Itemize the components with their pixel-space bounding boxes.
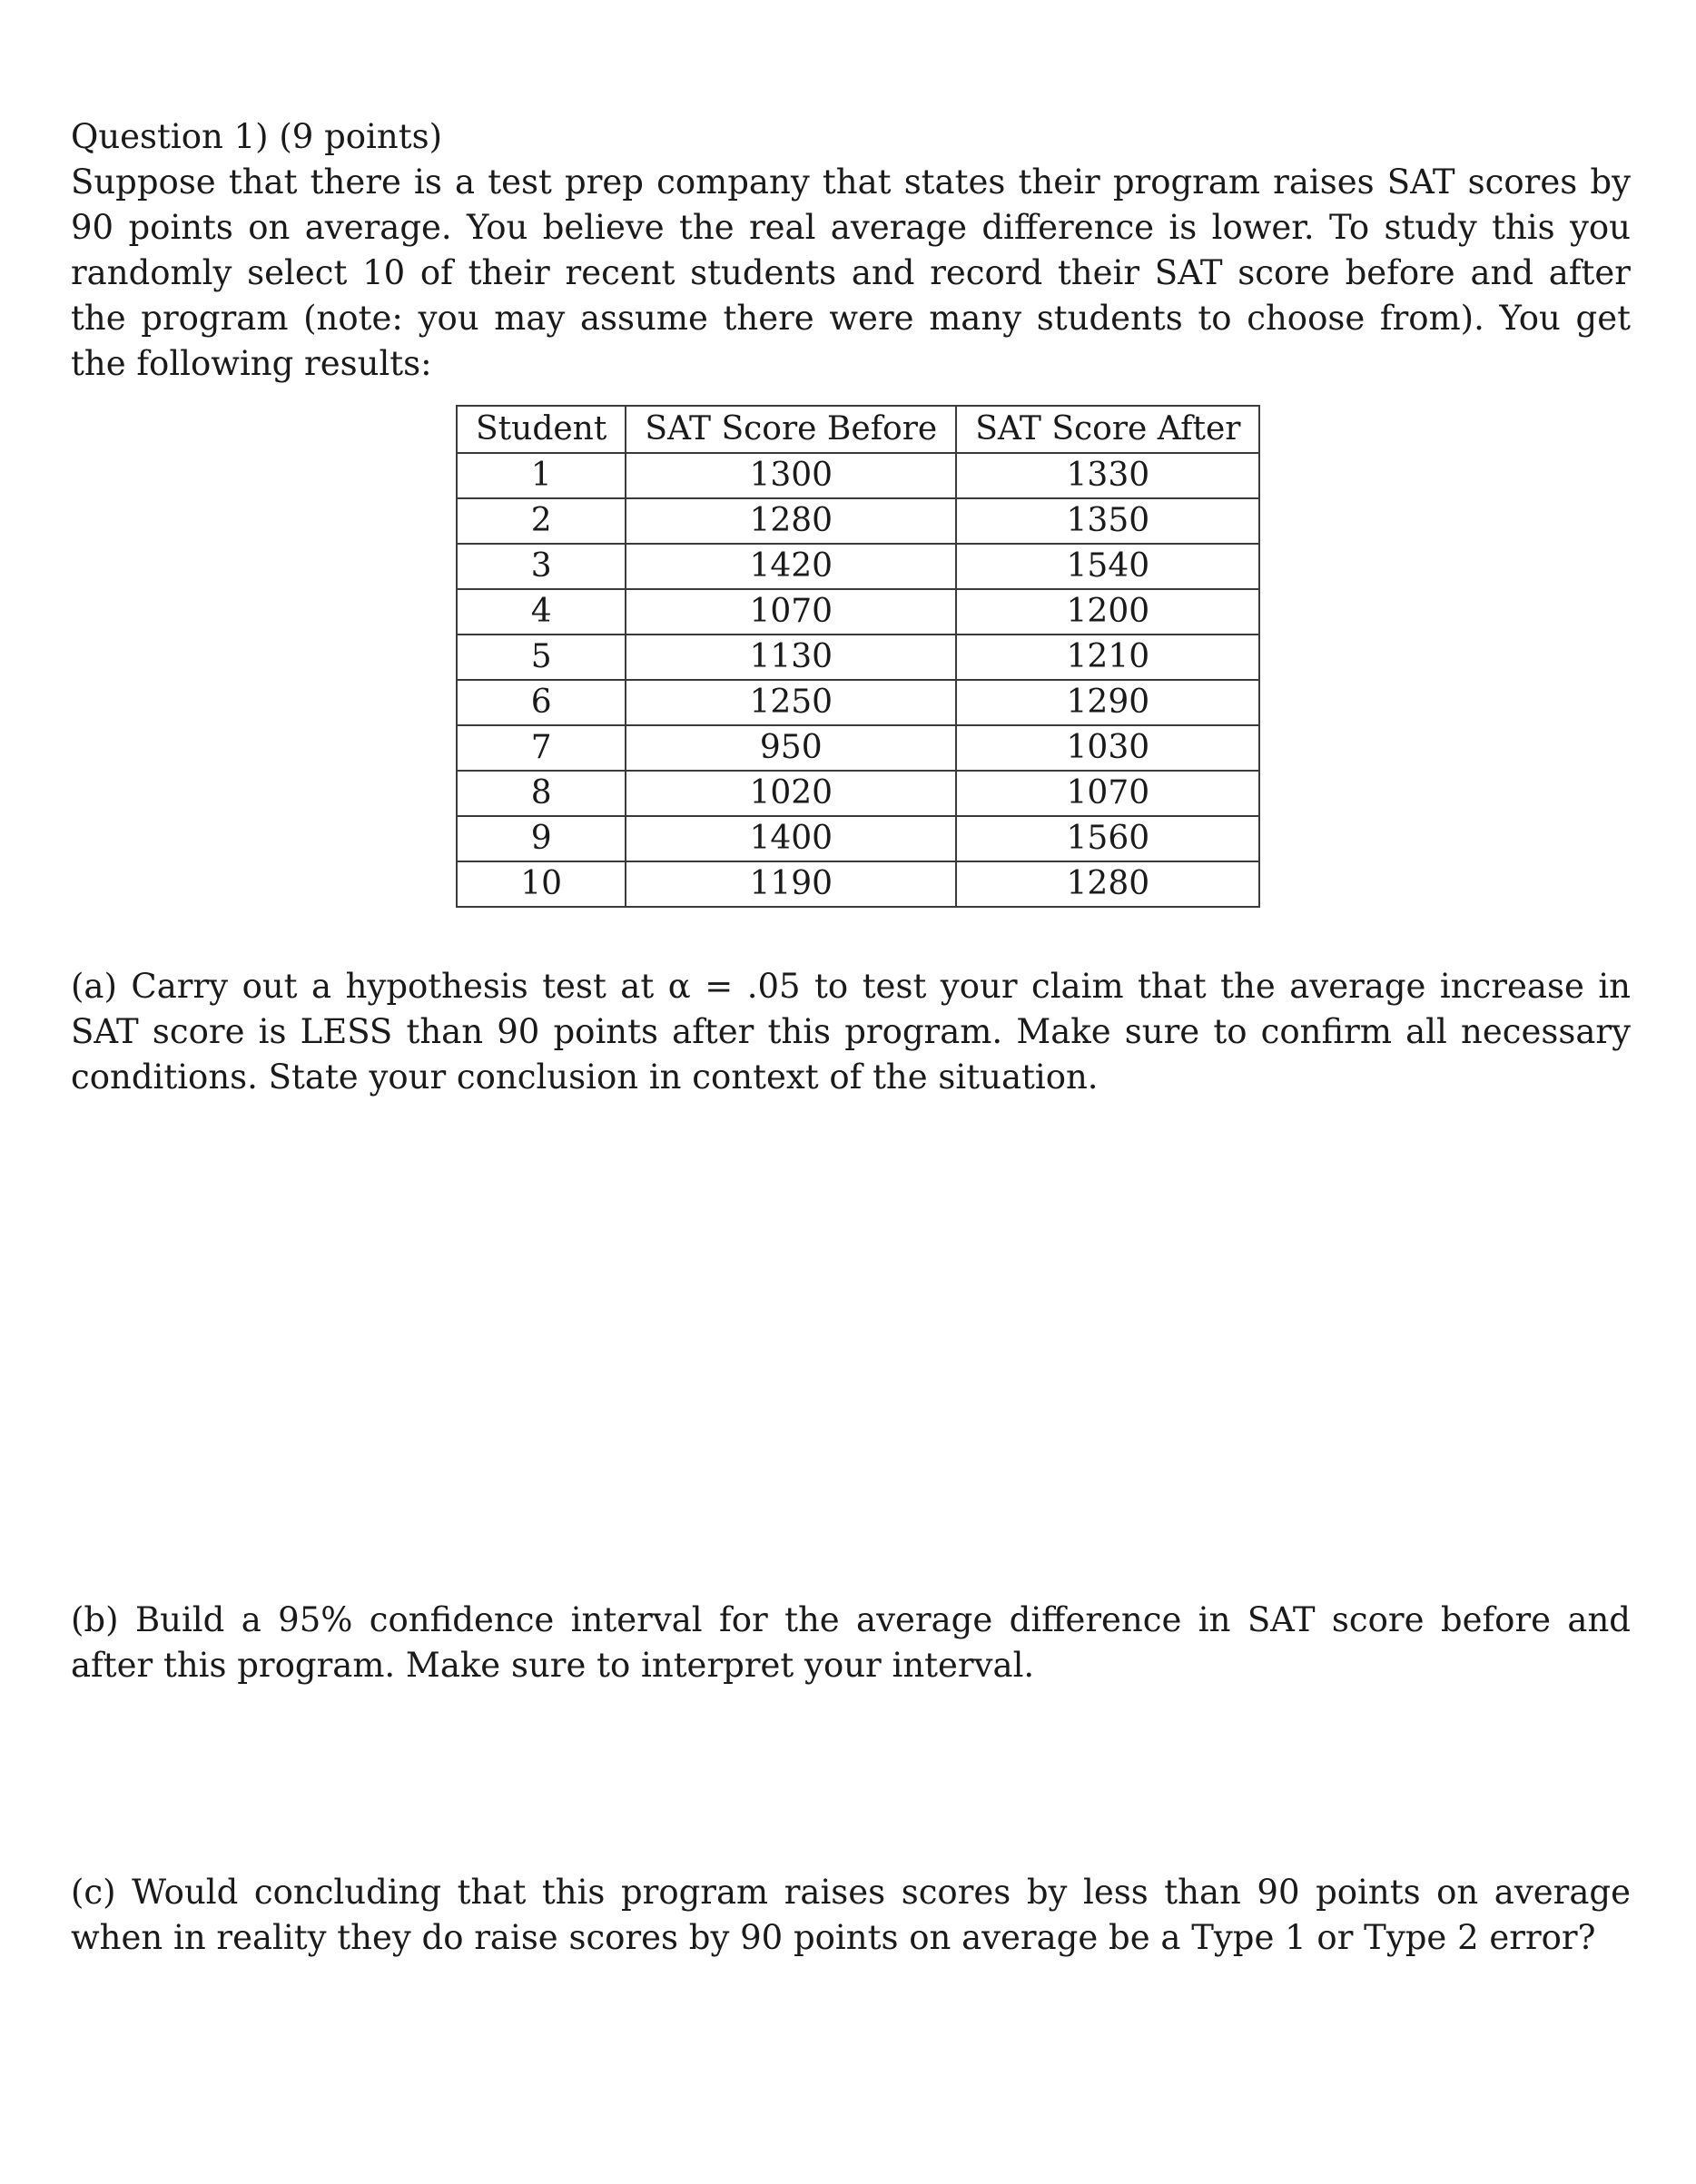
table-row — [457, 589, 1259, 635]
cell-student: 6 — [457, 680, 626, 725]
question-intro: Suppose that there is a test prep company that states their program raises SAT scores by 90 points on average. You believe the real average difference is lower. To study this you randomly select 10 of their recent students and record their SAT score before and after the program (note: you may assume there were many students to choose from). You get the following results: — [71, 162, 1631, 383]
table-body — [457, 453, 1259, 907]
cell-student: 8 — [457, 771, 626, 816]
header-sat-before: SAT Score Before — [626, 406, 956, 453]
cell-student: 4 — [457, 589, 626, 635]
cell-student: 10 — [457, 861, 626, 907]
table-row — [457, 498, 1259, 544]
cell-sat-after: 1540 — [956, 544, 1259, 589]
sat-scores-table — [456, 405, 1260, 908]
part-b-text: (b) Build a 95% confidence interval for the average difference in SAT score before and after this program. Make sure to interpret your interval. — [71, 1600, 1631, 1685]
question-heading: Question 1) (9 points) — [71, 117, 443, 156]
cell-student: 5 — [457, 635, 626, 680]
cell-sat-before: 1400 — [626, 816, 956, 861]
cell-sat-before: 1300 — [626, 453, 956, 498]
part-c-text: (c) Would concluding that this program raises scores by less than 90 points on average when in reality they do raise scores by 90 points on average be a Type 1 or Type 2 error? — [71, 1873, 1631, 1957]
cell-sat-before: 1280 — [626, 498, 956, 544]
table-row — [457, 771, 1259, 816]
table-header-row — [457, 406, 1259, 453]
cell-sat-after: 1350 — [956, 498, 1259, 544]
cell-sat-after: 1070 — [956, 771, 1259, 816]
cell-student: 7 — [457, 725, 626, 771]
cell-sat-before: 1070 — [626, 589, 956, 635]
cell-student: 1 — [457, 453, 626, 498]
cell-sat-after: 1330 — [956, 453, 1259, 498]
table-row — [457, 725, 1259, 771]
table-row — [457, 635, 1259, 680]
part-a-text: (a) Carry out a hypothesis test at α = .05 to test your claim that the average increase in SAT score is LESS than 90 points after this program. Make sure to confirm all necessary conditions. State your conclusion in context of the situation. — [71, 967, 1631, 1097]
cell-sat-before: 1130 — [626, 635, 956, 680]
cell-sat-after: 1200 — [956, 589, 1259, 635]
table-row — [457, 680, 1259, 725]
cell-sat-after: 1210 — [956, 635, 1259, 680]
table-row — [457, 861, 1259, 907]
cell-sat-before: 1250 — [626, 680, 956, 725]
cell-sat-before: 950 — [626, 725, 956, 771]
cell-student: 2 — [457, 498, 626, 544]
cell-student: 3 — [457, 544, 626, 589]
cell-sat-before: 1190 — [626, 861, 956, 907]
table-row — [457, 453, 1259, 498]
cell-sat-before: 1420 — [626, 544, 956, 589]
cell-sat-after: 1560 — [956, 816, 1259, 861]
cell-sat-after: 1030 — [956, 725, 1259, 771]
cell-sat-after: 1280 — [956, 861, 1259, 907]
cell-student: 9 — [457, 816, 626, 861]
cell-sat-before: 1020 — [626, 771, 956, 816]
header-sat-after: SAT Score After — [956, 406, 1259, 453]
cell-sat-after: 1290 — [956, 680, 1259, 725]
header-student: Student — [457, 406, 626, 453]
table-row — [457, 816, 1259, 861]
table-row — [457, 544, 1259, 589]
